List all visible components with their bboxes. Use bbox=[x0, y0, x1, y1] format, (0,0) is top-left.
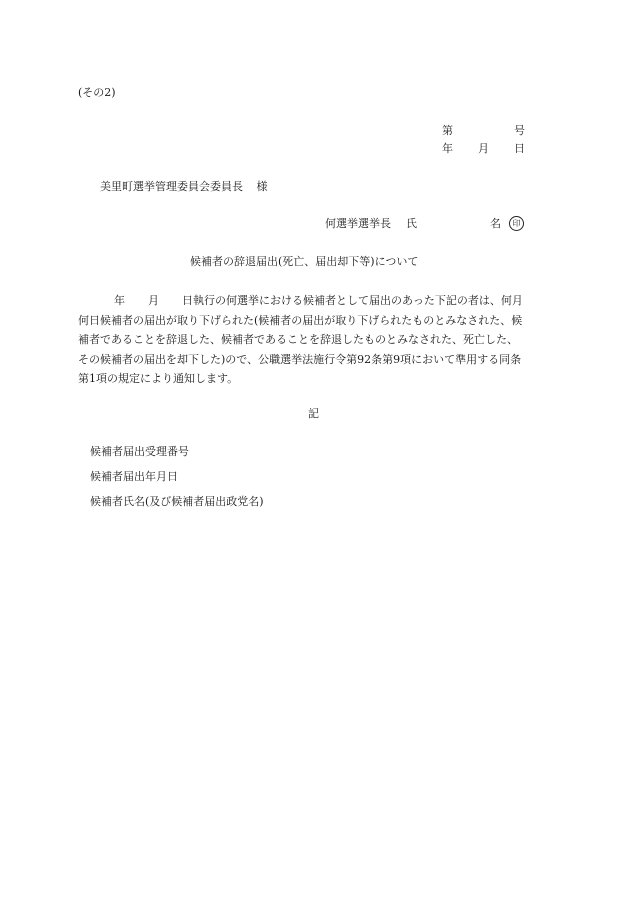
doc-number bbox=[442, 125, 453, 136]
subject: 候補者の辞退届出(死亡、届出却下等)について bbox=[190, 255, 419, 268]
form-number-label: (その2) bbox=[78, 86, 116, 99]
body-date-month: 月 bbox=[148, 294, 159, 307]
record-label: 記 bbox=[308, 407, 319, 420]
doc-date-year: 年 bbox=[442, 142, 453, 155]
doc-date-month: 月 bbox=[478, 142, 489, 155]
body-line-text: 日執行の何選挙における候補者として届出のあった下記の者は、何月 bbox=[182, 294, 523, 307]
body-line-4: その候補者の届出を却下した)ので、公職選挙法施行令第92条第9項において準用する同条 bbox=[78, 352, 522, 366]
list-item: 候補者届出年月日 bbox=[90, 470, 178, 483]
body-line-2: 何日候補者の届出が取り下げられた(候補者の届出が取り下げられたものとみなされた、候 bbox=[78, 313, 523, 327]
sender-name-last: 名 bbox=[490, 217, 501, 230]
body-line-5: 第1項の規定により通知します。 bbox=[78, 372, 239, 386]
body-paragraph bbox=[78, 291, 522, 389]
body-line-3: 補者であることを辞退した、候補者であることを辞退したものとみなされた、死亡した、 bbox=[78, 333, 518, 347]
body-line-1 bbox=[78, 291, 522, 311]
addressee-honorific: 様 bbox=[256, 180, 268, 193]
sender-title: 何選挙選挙長 bbox=[325, 217, 391, 230]
addressee-name: 美里町選挙管理委員会委員長 bbox=[100, 180, 243, 193]
seal-icon: 印 bbox=[509, 216, 524, 231]
doc-date-day: 日 bbox=[514, 142, 525, 155]
sender-name-first: 氏 bbox=[406, 217, 417, 230]
doc-number-prefix: 第 bbox=[442, 124, 453, 137]
body-date-year: 年 bbox=[114, 294, 125, 307]
doc-number-suffix: 号 bbox=[514, 124, 525, 137]
list-item: 候補者氏名(及び候補者届出政党名) bbox=[90, 495, 264, 508]
addressee bbox=[100, 181, 268, 192]
list-item: 候補者届出受理番号 bbox=[90, 445, 189, 458]
